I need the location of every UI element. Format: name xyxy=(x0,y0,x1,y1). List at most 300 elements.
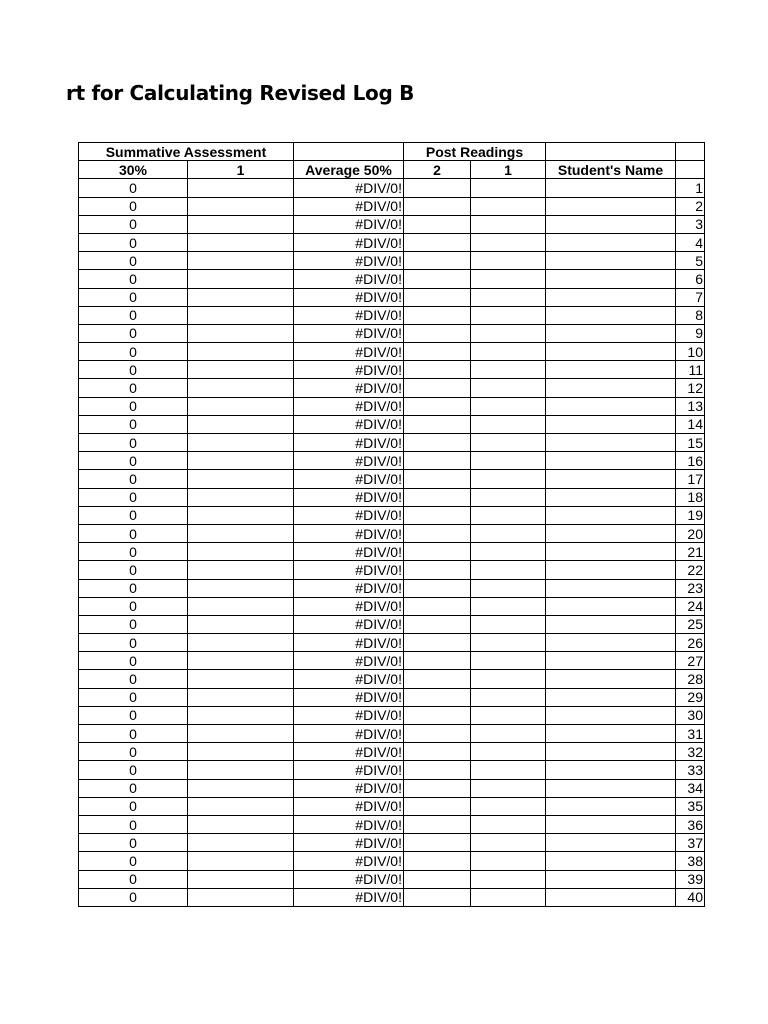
post-1-cell[interactable] xyxy=(471,215,546,233)
score-30-cell[interactable]: 0 xyxy=(79,761,188,779)
student-name-cell[interactable] xyxy=(546,379,676,397)
post-1-cell[interactable] xyxy=(471,270,546,288)
summative-1-cell[interactable] xyxy=(188,324,294,342)
summative-1-cell[interactable] xyxy=(188,743,294,761)
average-cell: #DIV/0! xyxy=(294,379,404,397)
row-number-cell: 28 xyxy=(676,670,705,688)
page-title-text: rt for Calculating Revised Log B xyxy=(66,81,415,105)
table-row xyxy=(79,197,705,215)
row-number-cell: 17 xyxy=(676,470,705,488)
student-name-cell[interactable] xyxy=(546,815,676,833)
header-empty-cell xyxy=(676,143,705,161)
score-30-cell[interactable]: 0 xyxy=(79,324,188,342)
post-1-cell[interactable] xyxy=(471,434,546,452)
post-2-cell[interactable] xyxy=(404,434,471,452)
summative-1-cell[interactable] xyxy=(188,670,294,688)
student-name-cell[interactable] xyxy=(546,579,676,597)
summative-1-cell[interactable] xyxy=(188,852,294,870)
header-empty-cell xyxy=(546,143,676,161)
table-row xyxy=(79,670,705,688)
student-name-cell[interactable] xyxy=(546,652,676,670)
post-1-cell[interactable] xyxy=(471,470,546,488)
header-student-name: Student's Name xyxy=(546,161,676,179)
student-name-cell[interactable] xyxy=(546,797,676,815)
score-30-cell[interactable]: 0 xyxy=(79,197,188,215)
header-post-readings: Post Readings xyxy=(404,143,546,161)
table-row xyxy=(79,652,705,670)
average-cell: #DIV/0! xyxy=(294,652,404,670)
table-row xyxy=(79,597,705,615)
score-30-cell[interactable]: 0 xyxy=(79,779,188,797)
average-cell: #DIV/0! xyxy=(294,306,404,324)
summative-1-cell[interactable] xyxy=(188,597,294,615)
post-2-cell[interactable] xyxy=(404,561,471,579)
table-row xyxy=(79,615,705,633)
score-30-cell[interactable]: 0 xyxy=(79,579,188,597)
average-cell: #DIV/0! xyxy=(294,452,404,470)
student-name-cell[interactable] xyxy=(546,452,676,470)
summative-1-cell[interactable] xyxy=(188,179,294,197)
post-1-cell[interactable] xyxy=(471,634,546,652)
table-row xyxy=(79,415,705,433)
post-1-cell[interactable] xyxy=(471,670,546,688)
row-number-cell: 32 xyxy=(676,743,705,761)
summative-1-cell[interactable] xyxy=(188,652,294,670)
row-number-cell: 24 xyxy=(676,597,705,615)
average-cell: #DIV/0! xyxy=(294,524,404,542)
average-cell: #DIV/0! xyxy=(294,870,404,888)
average-cell: #DIV/0! xyxy=(294,543,404,561)
score-30-cell[interactable]: 0 xyxy=(79,815,188,833)
score-30-cell[interactable]: 0 xyxy=(79,561,188,579)
average-cell: #DIV/0! xyxy=(294,743,404,761)
student-name-cell[interactable] xyxy=(546,415,676,433)
score-30-cell[interactable]: 0 xyxy=(79,797,188,815)
summative-1-cell[interactable] xyxy=(188,725,294,743)
average-cell: #DIV/0! xyxy=(294,252,404,270)
row-number-cell: 1 xyxy=(676,179,705,197)
average-cell: #DIV/0! xyxy=(294,197,404,215)
table-row xyxy=(79,452,705,470)
average-cell: #DIV/0! xyxy=(294,415,404,433)
summative-1-cell[interactable] xyxy=(188,779,294,797)
average-cell: #DIV/0! xyxy=(294,179,404,197)
table-row xyxy=(79,706,705,724)
average-cell: #DIV/0! xyxy=(294,579,404,597)
score-30-cell[interactable]: 0 xyxy=(79,688,188,706)
post-1-cell[interactable] xyxy=(471,870,546,888)
score-30-cell[interactable]: 0 xyxy=(79,306,188,324)
summative-1-cell[interactable] xyxy=(188,470,294,488)
row-number-cell: 3 xyxy=(676,215,705,233)
student-name-cell[interactable] xyxy=(546,470,676,488)
student-name-cell[interactable] xyxy=(546,834,676,852)
post-2-cell[interactable] xyxy=(404,324,471,342)
student-name-cell[interactable] xyxy=(546,288,676,306)
score-30-cell[interactable]: 0 xyxy=(79,288,188,306)
student-name-cell[interactable] xyxy=(546,361,676,379)
post-1-cell[interactable] xyxy=(471,652,546,670)
average-cell: #DIV/0! xyxy=(294,324,404,342)
summative-1-cell[interactable] xyxy=(188,579,294,597)
summative-1-cell[interactable] xyxy=(188,761,294,779)
average-cell: #DIV/0! xyxy=(294,506,404,524)
average-cell: #DIV/0! xyxy=(294,779,404,797)
post-2-cell[interactable] xyxy=(404,852,471,870)
post-2-cell[interactable] xyxy=(404,761,471,779)
summative-1-cell[interactable] xyxy=(188,215,294,233)
score-30-cell[interactable]: 0 xyxy=(79,415,188,433)
row-number-cell: 34 xyxy=(676,779,705,797)
student-name-cell[interactable] xyxy=(546,233,676,251)
score-30-cell[interactable]: 0 xyxy=(79,215,188,233)
table-row xyxy=(79,252,705,270)
summative-1-cell[interactable] xyxy=(188,524,294,542)
post-1-cell[interactable] xyxy=(471,288,546,306)
post-1-cell[interactable] xyxy=(471,706,546,724)
student-name-cell[interactable] xyxy=(546,179,676,197)
post-2-cell[interactable] xyxy=(404,815,471,833)
average-cell: #DIV/0! xyxy=(294,343,404,361)
post-1-cell[interactable] xyxy=(471,179,546,197)
summative-1-cell[interactable] xyxy=(188,270,294,288)
student-name-cell[interactable] xyxy=(546,761,676,779)
post-1-cell[interactable] xyxy=(471,725,546,743)
average-cell: #DIV/0! xyxy=(294,670,404,688)
student-name-cell[interactable] xyxy=(546,852,676,870)
post-2-cell[interactable] xyxy=(404,615,471,633)
summative-1-cell[interactable] xyxy=(188,397,294,415)
post-2-cell[interactable] xyxy=(404,579,471,597)
post-2-cell[interactable] xyxy=(404,288,471,306)
row-number-cell: 22 xyxy=(676,561,705,579)
row-number-cell: 13 xyxy=(676,397,705,415)
summative-1-cell[interactable] xyxy=(188,706,294,724)
student-name-cell[interactable] xyxy=(546,688,676,706)
table-row xyxy=(79,561,705,579)
student-name-cell[interactable] xyxy=(546,743,676,761)
post-1-cell[interactable] xyxy=(471,415,546,433)
post-1-cell[interactable] xyxy=(471,761,546,779)
student-name-cell[interactable] xyxy=(546,252,676,270)
average-cell: #DIV/0! xyxy=(294,470,404,488)
summative-1-cell[interactable] xyxy=(188,797,294,815)
post-2-cell[interactable] xyxy=(404,379,471,397)
summative-1-cell[interactable] xyxy=(188,506,294,524)
post-1-cell[interactable] xyxy=(471,852,546,870)
score-30-cell[interactable]: 0 xyxy=(79,743,188,761)
post-1-cell[interactable] xyxy=(471,688,546,706)
table-row xyxy=(79,688,705,706)
post-2-cell[interactable] xyxy=(404,306,471,324)
summative-1-cell[interactable] xyxy=(188,543,294,561)
summative-1-cell[interactable] xyxy=(188,379,294,397)
score-30-cell[interactable]: 0 xyxy=(79,597,188,615)
post-2-cell[interactable] xyxy=(404,197,471,215)
summative-1-cell[interactable] xyxy=(188,561,294,579)
student-name-cell[interactable] xyxy=(546,197,676,215)
post-1-cell[interactable] xyxy=(471,561,546,579)
post-1-cell[interactable] xyxy=(471,324,546,342)
row-number-cell: 4 xyxy=(676,233,705,251)
summative-1-cell[interactable] xyxy=(188,488,294,506)
student-name-cell[interactable] xyxy=(546,434,676,452)
student-name-cell[interactable] xyxy=(546,488,676,506)
post-2-cell[interactable] xyxy=(404,179,471,197)
score-30-cell[interactable]: 0 xyxy=(79,652,188,670)
table-row xyxy=(79,797,705,815)
header-summative-1: 1 xyxy=(188,161,294,179)
post-1-cell[interactable] xyxy=(471,543,546,561)
student-name-cell[interactable] xyxy=(546,561,676,579)
post-2-cell[interactable] xyxy=(404,343,471,361)
header-post-1: 1 xyxy=(471,161,546,179)
row-number-cell: 35 xyxy=(676,797,705,815)
student-name-cell[interactable] xyxy=(546,888,676,906)
score-30-cell[interactable]: 0 xyxy=(79,852,188,870)
table-row xyxy=(79,488,705,506)
post-2-cell[interactable] xyxy=(404,215,471,233)
average-cell: #DIV/0! xyxy=(294,561,404,579)
average-cell: #DIV/0! xyxy=(294,270,404,288)
average-cell: #DIV/0! xyxy=(294,434,404,452)
summative-1-cell[interactable] xyxy=(188,688,294,706)
row-number-cell: 14 xyxy=(676,415,705,433)
table-row xyxy=(79,324,705,342)
post-1-cell[interactable] xyxy=(471,452,546,470)
post-2-cell[interactable] xyxy=(404,488,471,506)
table-row xyxy=(79,852,705,870)
student-name-cell[interactable] xyxy=(546,270,676,288)
row-number-cell: 15 xyxy=(676,434,705,452)
student-name-cell[interactable] xyxy=(546,634,676,652)
table-row xyxy=(79,306,705,324)
score-30-cell[interactable]: 0 xyxy=(79,270,188,288)
average-cell: #DIV/0! xyxy=(294,688,404,706)
post-2-cell[interactable] xyxy=(404,870,471,888)
post-2-cell[interactable] xyxy=(404,270,471,288)
post-2-cell[interactable] xyxy=(404,688,471,706)
student-name-cell[interactable] xyxy=(546,215,676,233)
post-1-cell[interactable] xyxy=(471,888,546,906)
summative-1-cell[interactable] xyxy=(188,834,294,852)
student-name-cell[interactable] xyxy=(546,725,676,743)
score-30-cell[interactable]: 0 xyxy=(79,452,188,470)
post-1-cell[interactable] xyxy=(471,306,546,324)
row-number-cell: 38 xyxy=(676,852,705,870)
student-name-cell[interactable] xyxy=(546,779,676,797)
score-30-cell[interactable]: 0 xyxy=(79,834,188,852)
score-30-cell[interactable]: 0 xyxy=(79,634,188,652)
post-2-cell[interactable] xyxy=(404,888,471,906)
post-1-cell[interactable] xyxy=(471,579,546,597)
score-30-cell[interactable]: 0 xyxy=(79,379,188,397)
post-2-cell[interactable] xyxy=(404,233,471,251)
student-name-cell[interactable] xyxy=(546,670,676,688)
summative-1-cell[interactable] xyxy=(188,252,294,270)
student-name-cell[interactable] xyxy=(546,597,676,615)
post-1-cell[interactable] xyxy=(471,506,546,524)
post-1-cell[interactable] xyxy=(471,252,546,270)
summative-1-cell[interactable] xyxy=(188,434,294,452)
summative-1-cell[interactable] xyxy=(188,415,294,433)
average-cell: #DIV/0! xyxy=(294,397,404,415)
average-cell: #DIV/0! xyxy=(294,615,404,633)
row-number-cell: 2 xyxy=(676,197,705,215)
row-number-cell: 23 xyxy=(676,579,705,597)
post-2-cell[interactable] xyxy=(404,597,471,615)
average-cell: #DIV/0! xyxy=(294,288,404,306)
row-number-cell: 12 xyxy=(676,379,705,397)
post-1-cell[interactable] xyxy=(471,233,546,251)
post-2-cell[interactable] xyxy=(404,670,471,688)
post-2-cell[interactable] xyxy=(404,252,471,270)
student-name-cell[interactable] xyxy=(546,397,676,415)
student-name-cell[interactable] xyxy=(546,343,676,361)
row-number-cell: 25 xyxy=(676,615,705,633)
score-30-cell[interactable]: 0 xyxy=(79,233,188,251)
post-2-cell[interactable] xyxy=(404,543,471,561)
average-cell: #DIV/0! xyxy=(294,597,404,615)
header-summative-assessment: Summative Assessment xyxy=(79,143,294,161)
post-2-cell[interactable] xyxy=(404,506,471,524)
post-1-cell[interactable] xyxy=(471,597,546,615)
post-1-cell[interactable] xyxy=(471,797,546,815)
student-name-cell[interactable] xyxy=(546,706,676,724)
student-name-cell[interactable] xyxy=(546,506,676,524)
post-2-cell[interactable] xyxy=(404,706,471,724)
row-number-cell: 11 xyxy=(676,361,705,379)
score-30-cell[interactable]: 0 xyxy=(79,670,188,688)
score-30-cell[interactable]: 0 xyxy=(79,179,188,197)
post-2-cell[interactable] xyxy=(404,743,471,761)
score-30-cell[interactable]: 0 xyxy=(79,252,188,270)
score-30-cell[interactable]: 0 xyxy=(79,888,188,906)
post-1-cell[interactable] xyxy=(471,361,546,379)
score-30-cell[interactable]: 0 xyxy=(79,706,188,724)
post-2-cell[interactable] xyxy=(404,634,471,652)
post-1-cell[interactable] xyxy=(471,834,546,852)
score-30-cell[interactable]: 0 xyxy=(79,343,188,361)
post-2-cell[interactable] xyxy=(404,834,471,852)
table-row xyxy=(79,524,705,542)
average-cell: #DIV/0! xyxy=(294,761,404,779)
row-number-cell: 29 xyxy=(676,688,705,706)
summative-1-cell[interactable] xyxy=(188,233,294,251)
table-row xyxy=(79,761,705,779)
post-2-cell[interactable] xyxy=(404,452,471,470)
table-row xyxy=(79,215,705,233)
table-row xyxy=(79,506,705,524)
post-1-cell[interactable] xyxy=(471,524,546,542)
log-table xyxy=(78,142,705,907)
post-1-cell[interactable] xyxy=(471,343,546,361)
average-cell: #DIV/0! xyxy=(294,233,404,251)
post-1-cell[interactable] xyxy=(471,397,546,415)
post-1-cell[interactable] xyxy=(471,197,546,215)
row-number-cell: 16 xyxy=(676,452,705,470)
summative-1-cell[interactable] xyxy=(188,870,294,888)
score-30-cell[interactable]: 0 xyxy=(79,506,188,524)
post-2-cell[interactable] xyxy=(404,524,471,542)
post-2-cell[interactable] xyxy=(404,470,471,488)
post-1-cell[interactable] xyxy=(471,779,546,797)
row-number-cell: 33 xyxy=(676,761,705,779)
average-cell: #DIV/0! xyxy=(294,725,404,743)
score-30-cell[interactable]: 0 xyxy=(79,434,188,452)
score-30-cell[interactable]: 0 xyxy=(79,488,188,506)
student-name-cell[interactable] xyxy=(546,543,676,561)
post-1-cell[interactable] xyxy=(471,379,546,397)
summative-1-cell[interactable] xyxy=(188,815,294,833)
post-1-cell[interactable] xyxy=(471,815,546,833)
summative-1-cell[interactable] xyxy=(188,615,294,633)
table-row xyxy=(79,743,705,761)
row-number-cell: 9 xyxy=(676,324,705,342)
post-1-cell[interactable] xyxy=(471,615,546,633)
row-number-cell: 39 xyxy=(676,870,705,888)
student-name-cell[interactable] xyxy=(546,324,676,342)
row-number-cell: 40 xyxy=(676,888,705,906)
summative-1-cell[interactable] xyxy=(188,361,294,379)
average-cell: #DIV/0! xyxy=(294,797,404,815)
student-name-cell[interactable] xyxy=(546,306,676,324)
post-2-cell[interactable] xyxy=(404,797,471,815)
row-number-cell: 5 xyxy=(676,252,705,270)
average-cell: #DIV/0! xyxy=(294,852,404,870)
summative-1-cell[interactable] xyxy=(188,288,294,306)
score-30-cell[interactable]: 0 xyxy=(79,543,188,561)
score-30-cell[interactable]: 0 xyxy=(79,524,188,542)
score-30-cell[interactable]: 0 xyxy=(79,470,188,488)
row-number-cell: 37 xyxy=(676,834,705,852)
student-name-cell[interactable] xyxy=(546,524,676,542)
summative-1-cell[interactable] xyxy=(188,306,294,324)
post-2-cell[interactable] xyxy=(404,415,471,433)
post-2-cell[interactable] xyxy=(404,725,471,743)
student-name-cell[interactable] xyxy=(546,870,676,888)
header-empty-cell xyxy=(676,161,705,179)
post-1-cell[interactable] xyxy=(471,488,546,506)
average-cell: #DIV/0! xyxy=(294,888,404,906)
post-2-cell[interactable] xyxy=(404,652,471,670)
student-name-cell[interactable] xyxy=(546,615,676,633)
table-row xyxy=(79,361,705,379)
score-30-cell[interactable]: 0 xyxy=(79,397,188,415)
post-1-cell[interactable] xyxy=(471,743,546,761)
table-row xyxy=(79,233,705,251)
summative-1-cell[interactable] xyxy=(188,197,294,215)
score-30-cell[interactable]: 0 xyxy=(79,615,188,633)
score-30-cell[interactable]: 0 xyxy=(79,870,188,888)
score-30-cell[interactable]: 0 xyxy=(79,725,188,743)
summative-1-cell[interactable] xyxy=(188,634,294,652)
table-row xyxy=(79,779,705,797)
table-row xyxy=(79,379,705,397)
post-2-cell[interactable] xyxy=(404,397,471,415)
post-2-cell[interactable] xyxy=(404,361,471,379)
summative-1-cell[interactable] xyxy=(188,452,294,470)
row-number-cell: 8 xyxy=(676,306,705,324)
post-2-cell[interactable] xyxy=(404,779,471,797)
average-cell: #DIV/0! xyxy=(294,815,404,833)
average-cell: #DIV/0! xyxy=(294,634,404,652)
table-row xyxy=(79,434,705,452)
summative-1-cell[interactable] xyxy=(188,343,294,361)
summative-1-cell[interactable] xyxy=(188,888,294,906)
score-30-cell[interactable]: 0 xyxy=(79,361,188,379)
header-row-1 xyxy=(79,143,705,161)
